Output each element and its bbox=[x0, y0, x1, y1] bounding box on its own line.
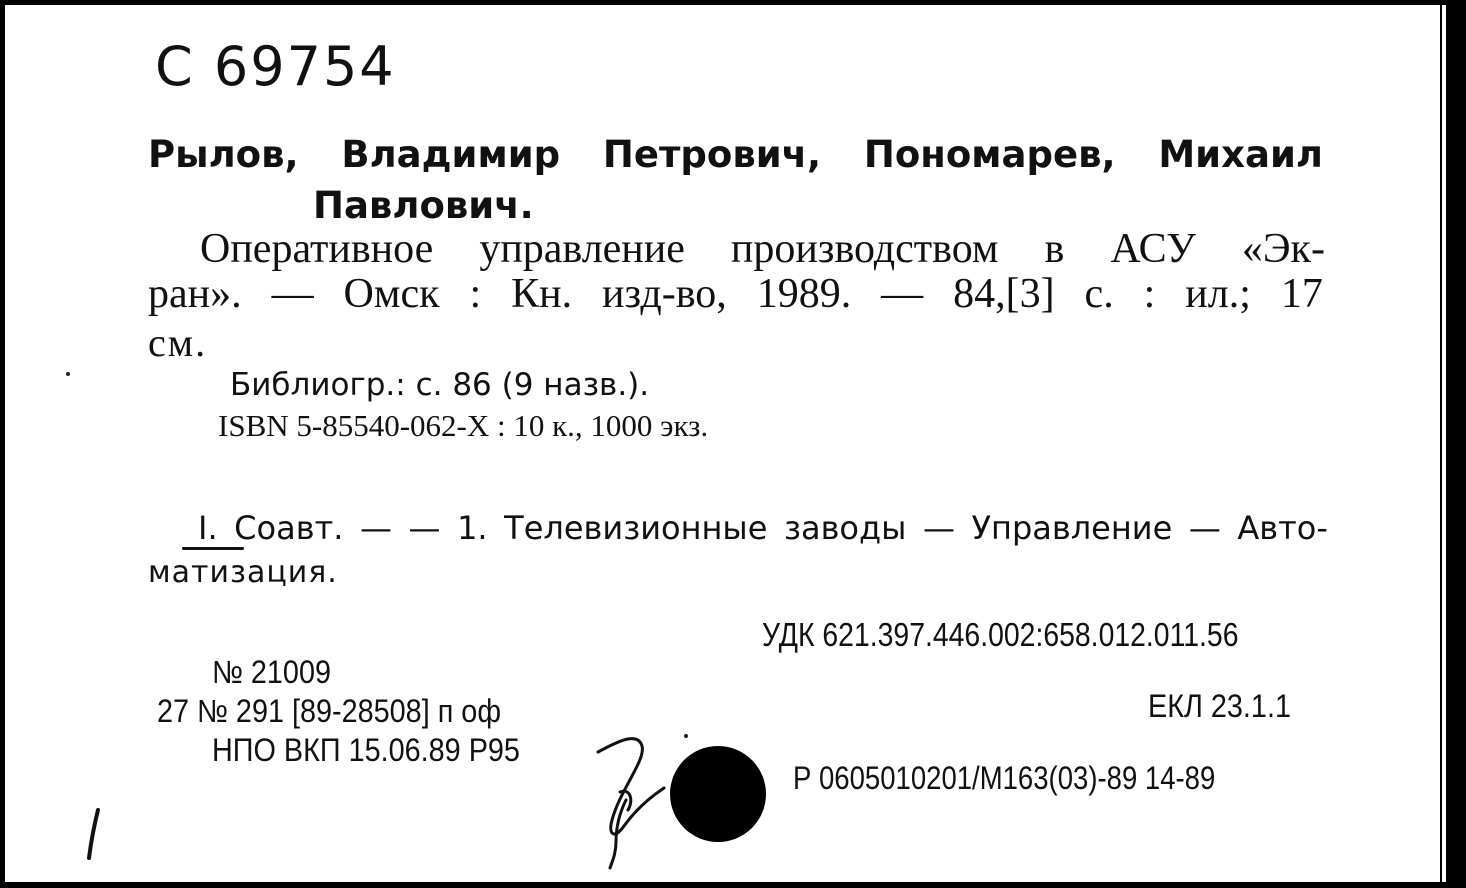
subject-word: Авто- bbox=[1237, 509, 1328, 547]
handwritten-underline bbox=[182, 547, 244, 550]
title-word: с. bbox=[1084, 271, 1114, 317]
author-word: Рылов, bbox=[148, 133, 299, 176]
author-word: Пономарев, bbox=[863, 133, 1116, 176]
subject-word: 1. bbox=[457, 509, 488, 547]
title-word: 84,[3] bbox=[953, 271, 1055, 317]
subjects-line-1 bbox=[198, 509, 1328, 547]
call-number: С 69754 bbox=[155, 35, 396, 98]
subject-word: заводы bbox=[783, 509, 907, 547]
card-border-bottom bbox=[0, 882, 1466, 888]
subject-word: I. bbox=[198, 509, 218, 547]
title-word: управление bbox=[479, 226, 685, 272]
title-line-2 bbox=[148, 273, 1323, 315]
title-word: 1989. bbox=[756, 271, 852, 317]
card-border-right bbox=[1446, 0, 1466, 888]
card-border-right-inner bbox=[1440, 0, 1442, 888]
subject-word: Управление bbox=[971, 509, 1173, 547]
title-word: АСУ bbox=[1110, 226, 1196, 272]
card-number: № 21009 bbox=[212, 654, 331, 690]
pencil-mark bbox=[84, 808, 104, 860]
udk-code: УДК 621.397.446.002:658.012.011.56 bbox=[762, 616, 1239, 653]
speck bbox=[66, 372, 70, 376]
card-border-top bbox=[0, 0, 1466, 5]
title-word: «Эк- bbox=[1241, 226, 1325, 272]
bibliography-note: Библиогр.: с. 86 (9 назв.). bbox=[230, 367, 650, 403]
subject-word: Телевизионные bbox=[504, 509, 768, 547]
title-word: 17 bbox=[1280, 271, 1323, 317]
title-word: : bbox=[1143, 271, 1156, 317]
title-word: ил.; bbox=[1185, 271, 1251, 317]
title-word: : bbox=[469, 271, 482, 317]
card-border-left bbox=[0, 0, 5, 888]
title-word: — bbox=[271, 271, 314, 317]
title-word: ран». bbox=[148, 271, 242, 317]
subject-word: — bbox=[1188, 509, 1221, 547]
title-word: Кн. bbox=[511, 271, 573, 317]
isbn-note: ISBN 5-85540-062-X : 10 к., 1000 экз. bbox=[218, 408, 709, 443]
subject-word: — bbox=[922, 509, 955, 547]
title-line-3: см. bbox=[148, 320, 208, 365]
order-line: 27 № 291 [89-28508] п оф bbox=[157, 693, 502, 729]
npo-line: НПО ВКП 15.06.89 Р95 bbox=[212, 732, 520, 768]
title-word: — bbox=[881, 271, 924, 317]
title-word: Оперативное bbox=[200, 226, 434, 272]
title-word: в bbox=[1044, 226, 1065, 272]
title-word: Омск bbox=[343, 271, 440, 317]
punch-hole bbox=[670, 746, 766, 842]
author-word: Михаил bbox=[1158, 133, 1323, 176]
subject-word: — bbox=[359, 509, 392, 547]
author-word: Владимир bbox=[341, 133, 561, 176]
subjects-line-2: матизация. bbox=[148, 555, 338, 590]
price-code: Р 0605010201/М163(03)-89 14-89 bbox=[793, 760, 1216, 796]
ekl-code: ЕКЛ 23.1.1 bbox=[1148, 688, 1291, 724]
author-line-1 bbox=[148, 133, 1323, 176]
author-line-2: Павлович. bbox=[313, 184, 534, 227]
title-word: производством bbox=[730, 226, 999, 272]
title-word: изд-во, bbox=[602, 271, 727, 317]
author-word: Петрович, bbox=[602, 133, 822, 176]
subject-word: — bbox=[408, 509, 441, 547]
subject-word: Соавт. bbox=[234, 509, 344, 547]
speck bbox=[684, 734, 688, 738]
handwritten-mark bbox=[590, 730, 680, 870]
title-line-1 bbox=[200, 228, 1325, 270]
